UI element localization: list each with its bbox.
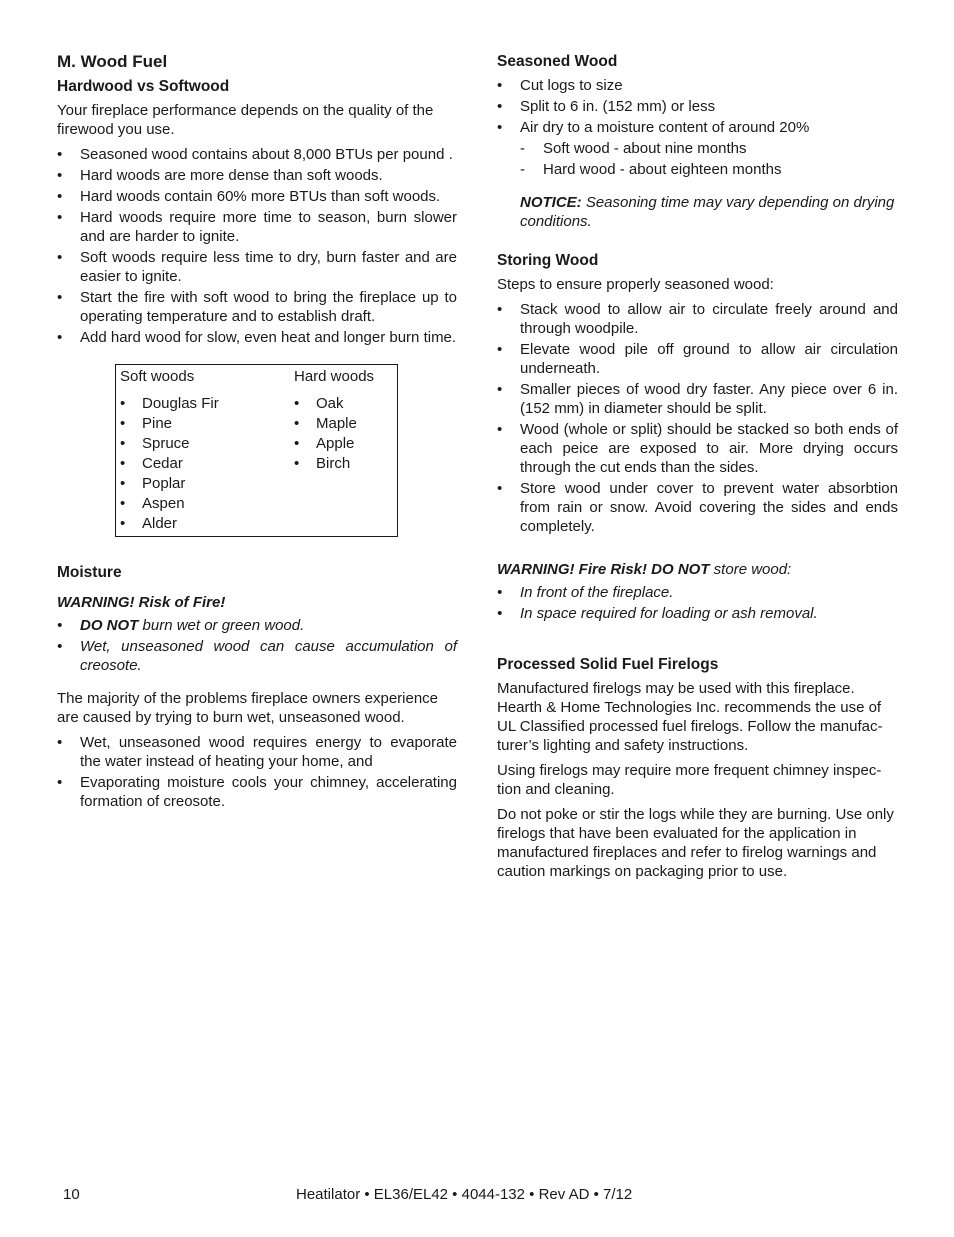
right-column [497, 52, 898, 887]
seasoned-heading: Seasoned Wood [497, 53, 618, 70]
list-item: • Soft woods require less time to dry, burn faster and are easier to ignite. [57, 248, 457, 286]
list-item: • Hard woods are more dense than soft woods. [57, 166, 457, 185]
list-item: • Pine [120, 414, 286, 433]
do-not-label: DO NOT [80, 617, 139, 634]
notice-text: Seasoning time may vary depending on drying conditions. [520, 194, 895, 230]
firelogs-paragraph: Using firelogs may require more frequent chimney inspec-tion and cleaning. [497, 762, 882, 798]
soft-woods-cell [116, 392, 291, 537]
moisture-heading: Moisture [57, 564, 122, 581]
list-item: • Elevate wood pile off ground to allow air circulation underneath. [497, 340, 898, 378]
list-item: • In space required for loading or ash removal. [497, 604, 898, 623]
firelogs-paragraph: Do not poke or stir the logs while they are burning. Use only firelogs that have been evaluated for the application in manufactured fireplaces and refer to firelog warnings and caution markings on packaging prior to use. [497, 806, 894, 880]
wood-types-table [115, 364, 398, 537]
moisture-paragraph: The majority of the problems fireplace owners experience are caused by trying to burn wet, unseasoned wood. [57, 690, 439, 726]
warning-text: burn wet or green wood. [138, 617, 305, 634]
list-item: • Maple [294, 414, 393, 433]
firelogs-heading: Processed Solid Fuel Firelogs [497, 656, 719, 673]
seasoned-dash-list [520, 139, 898, 179]
list-item: • Alder [120, 514, 286, 533]
list-item: • Add hard wood for slow, even heat and longer burn time. [57, 328, 457, 347]
list-item: • Wood (whole or split) should be stacked so both ends of each peice are exposed to air. More drying occurs through the cut ends than the sides. [497, 420, 898, 477]
section-title: M. Wood Fuel [57, 52, 168, 71]
list-item: • Evaporating moisture cools your chimney, accelerating formation of creosote. [57, 773, 457, 811]
hard-woods-cell [290, 392, 398, 537]
list-item: • Apple [294, 434, 393, 453]
list-item: • Stack wood to allow air to circulate freely around and through woodpile. [497, 300, 898, 338]
list-item: • Air dry to a moisture content of around 20% [497, 118, 898, 137]
list-item: • Split to 6 in. (152 mm) or less [497, 97, 898, 116]
list-item: • Cedar [120, 454, 286, 473]
storing-warning [497, 560, 898, 579]
moisture-bullet-list [57, 733, 457, 811]
storing-warning-text: store wood: [709, 561, 792, 578]
list-item: • Aspen [120, 494, 286, 513]
notice [520, 193, 898, 231]
soft-woods-header: Soft woods [120, 368, 195, 385]
list-item: • Douglas Fir [120, 394, 286, 413]
list-item: • Smaller pieces of wood dry faster. Any piece over 6 in. (152 mm) in diameter should be split. [497, 380, 898, 418]
hardwood-bullet-list [57, 145, 457, 347]
list-item: • Poplar [120, 474, 286, 493]
storing-bullet-list [497, 300, 898, 536]
list-item: • Wet, unseasoned wood requires energy to evaporate the water instead of heating your home, and [57, 733, 457, 771]
list-item: - Soft wood - about nine months [520, 139, 898, 158]
list-item: • Start the fire with soft wood to bring the fireplace up to operating temperature and to establish draft. [57, 288, 457, 326]
list-item: • In front of the fireplace. [497, 583, 898, 602]
hard-woods-header: Hard woods [294, 368, 375, 385]
list-item: - Hard wood - about eighteen months [520, 160, 898, 179]
moisture-warning-list [57, 616, 457, 675]
list-item: • Seasoned wood contains about 8,000 BTUs per pound . [57, 145, 457, 164]
storing-warning-list [497, 583, 898, 623]
storing-intro: Steps to ensure properly seasoned wood: [497, 276, 774, 293]
list-item [57, 616, 457, 635]
left-column [57, 52, 457, 813]
page-number: 10 [63, 1186, 80, 1203]
firelogs-paragraph: Manufactured firelogs may be used with this fireplace. Hearth & Home Technologies Inc. recommends the use of UL Classified processed fuel firelogs. Follow the manufac-turer’s lighting and safety instructions. [497, 680, 883, 754]
hardwood-heading: Hardwood vs Softwood [57, 78, 230, 95]
seasoned-bullet-list [497, 76, 898, 137]
list-item: • Store wood under cover to prevent water absorbtion from rain or snow. Avoid covering the sides and ends completely. [497, 479, 898, 536]
list-item: • Hard woods require more time to season, burn slower and are harder to ignite. [57, 208, 457, 246]
storing-warning-label: WARNING! Fire Risk! DO NOT [497, 561, 710, 578]
list-item: • Cut logs to size [497, 76, 898, 95]
list-item: • Spruce [120, 434, 286, 453]
list-item: • Oak [294, 394, 393, 413]
storing-heading: Storing Wood [497, 252, 599, 269]
moisture-warning: WARNING! Risk of Fire! [57, 594, 226, 611]
list-item: • Wet, unseasoned wood can cause accumulation of creosote. [57, 637, 457, 675]
list-item: • Birch [294, 454, 393, 473]
notice-label: NOTICE: [520, 194, 582, 211]
list-item: • Hard woods contain 60% more BTUs than soft woods. [57, 187, 457, 206]
hardwood-intro: Your fireplace performance depends on the quality of the firewood you use. [57, 102, 434, 138]
document-info: Heatilator • EL36/EL42 • 4044-132 • Rev AD • 7/12 [296, 1186, 633, 1203]
